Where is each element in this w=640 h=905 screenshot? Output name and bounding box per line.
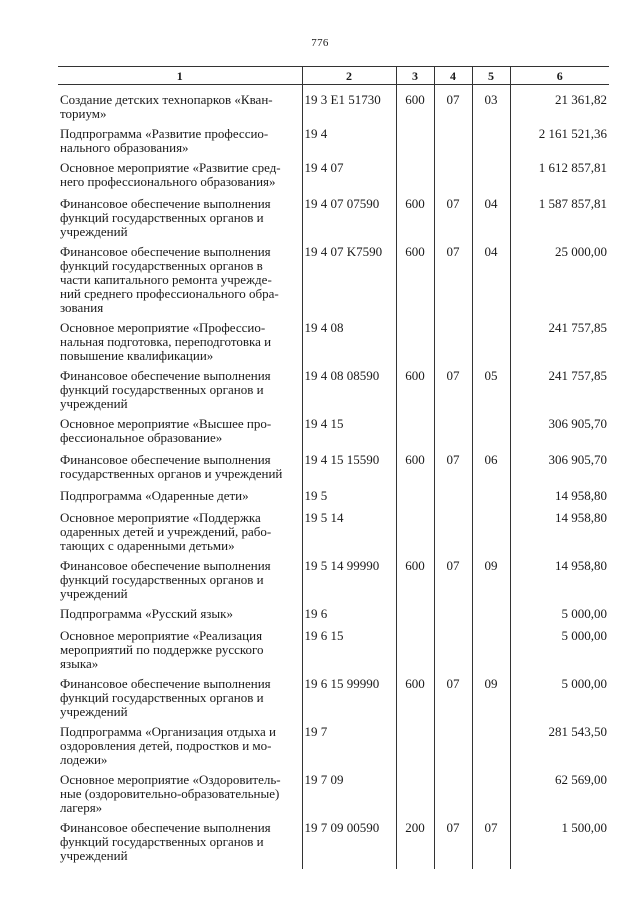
- subsection-code: [472, 725, 510, 773]
- table-row: [58, 559, 609, 607]
- section-code: [434, 321, 472, 369]
- section-code: 07: [434, 93, 472, 127]
- item-name: Финансовое обеспечение выполнения функций государственных органов в части капитального ремонта учрежде- ний среднего профессионального обра- зования: [60, 244, 279, 315]
- budget-table: [58, 66, 609, 869]
- expense-type-code: [396, 417, 434, 453]
- page-number: 776: [311, 37, 329, 49]
- amount-value: 306 905,70: [510, 453, 609, 489]
- column-header: 5: [472, 67, 510, 85]
- section-code: 07: [434, 453, 472, 489]
- item-name: Финансовое обеспечение выполнения функций государственных органов и учреждений: [60, 676, 271, 719]
- table-row: [58, 321, 609, 369]
- expense-type-code: 600: [396, 559, 434, 607]
- classification-code: 19 7: [302, 725, 396, 773]
- subsection-code: 09: [472, 559, 510, 607]
- table-row: [58, 489, 609, 511]
- item-name: Подпрограмма «Организация отдыха и оздоровления детей, подростков и мо- лодежи»: [60, 724, 277, 767]
- table-row: [58, 197, 609, 245]
- column-header: 6: [510, 67, 609, 85]
- classification-code: 19 5 14 99990: [302, 559, 396, 607]
- expense-type-code: [396, 161, 434, 197]
- classification-code: 19 6 15: [302, 629, 396, 677]
- item-name: Основное мероприятие «Профессио- нальная подготовка, переподготовка и повышение квалификации»: [60, 320, 272, 363]
- section-code: 07: [434, 369, 472, 417]
- amount-value: 14 958,80: [510, 489, 609, 511]
- subsection-code: 05: [472, 369, 510, 417]
- item-name: Подпрограмма «Развитие профессио- нального образования»: [60, 126, 269, 155]
- expense-type-code: [396, 629, 434, 677]
- subsection-code: 03: [472, 93, 510, 127]
- table-row: [58, 453, 609, 489]
- table-row: [58, 161, 609, 197]
- amount-value: 14 958,80: [510, 559, 609, 607]
- expense-type-code: [396, 489, 434, 511]
- section-code: 07: [434, 821, 472, 869]
- classification-code: 19 4 08: [302, 321, 396, 369]
- amount-value: 5 000,00: [510, 629, 609, 677]
- subsection-code: 04: [472, 245, 510, 321]
- expense-type-code: [396, 607, 434, 629]
- table-row: [58, 127, 609, 161]
- classification-code: 19 4 08 08590: [302, 369, 396, 417]
- subsection-code: [472, 321, 510, 369]
- section-code: [434, 127, 472, 161]
- column-header: 1: [58, 67, 302, 85]
- section-code: [434, 161, 472, 197]
- section-code: [434, 607, 472, 629]
- expense-type-code: 600: [396, 93, 434, 127]
- expense-type-code: 600: [396, 245, 434, 321]
- section-code: [434, 489, 472, 511]
- table-row: [58, 369, 609, 417]
- section-code: [434, 629, 472, 677]
- subsection-code: 04: [472, 197, 510, 245]
- item-name: Подпрограмма «Одаренные дети»: [60, 488, 249, 503]
- section-code: 07: [434, 677, 472, 725]
- section-code: [434, 417, 472, 453]
- amount-value: 2 161 521,36: [510, 127, 609, 161]
- amount-value: 5 000,00: [510, 607, 609, 629]
- subsection-code: [472, 629, 510, 677]
- item-name: Основное мероприятие «Развитие сред- него профессионального образования»: [60, 160, 281, 189]
- expense-type-code: 600: [396, 197, 434, 245]
- expense-type-code: [396, 127, 434, 161]
- item-name: Финансовое обеспечение выполнения функций государственных органов и учреждений: [60, 820, 271, 863]
- classification-code: 19 7 09: [302, 773, 396, 821]
- amount-value: 1 500,00: [510, 821, 609, 869]
- amount-value: 281 543,50: [510, 725, 609, 773]
- amount-value: 14 958,80: [510, 511, 609, 559]
- expense-type-code: 200: [396, 821, 434, 869]
- table-row: [58, 821, 609, 869]
- column-header: 3: [396, 67, 434, 85]
- item-name: Финансовое обеспечение выполнения функций государственных органов и учреждений: [60, 196, 271, 239]
- table-row: [58, 629, 609, 677]
- amount-value: 241 757,85: [510, 369, 609, 417]
- table-row: [58, 725, 609, 773]
- amount-value: 25 000,00: [510, 245, 609, 321]
- expense-type-code: [396, 725, 434, 773]
- item-name: Создание детских технопарков «Кван- ториум»: [60, 92, 273, 121]
- classification-code: 19 4 07 K7590: [302, 245, 396, 321]
- expense-type-code: [396, 321, 434, 369]
- item-name: Финансовое обеспечение выполнения государственных органов и учреждений: [60, 452, 283, 481]
- classification-code: 19 4 15: [302, 417, 396, 453]
- expense-type-code: 600: [396, 453, 434, 489]
- amount-value: 241 757,85: [510, 321, 609, 369]
- section-code: 07: [434, 197, 472, 245]
- expense-type-code: [396, 773, 434, 821]
- amount-value: 1 587 857,81: [510, 197, 609, 245]
- classification-code: 19 7 09 00590: [302, 821, 396, 869]
- amount-value: 5 000,00: [510, 677, 609, 725]
- expense-type-code: 600: [396, 677, 434, 725]
- amount-value: 62 569,00: [510, 773, 609, 821]
- subsection-code: [472, 607, 510, 629]
- table-row: [58, 773, 609, 821]
- expense-type-code: [396, 511, 434, 559]
- subsection-code: 06: [472, 453, 510, 489]
- item-name: Основное мероприятие «Оздоровитель- ные (оздоровительно-образовательные) лагеря»: [60, 772, 281, 815]
- classification-code: 19 4 07 07590: [302, 197, 396, 245]
- table-header-row: [58, 67, 609, 85]
- classification-code: 19 6: [302, 607, 396, 629]
- amount-value: 21 361,82: [510, 93, 609, 127]
- table-row: [58, 417, 609, 453]
- section-code: [434, 725, 472, 773]
- item-name: Основное мероприятие «Высшее про- фессиональное образование»: [60, 416, 272, 445]
- classification-code: 19 5 14: [302, 511, 396, 559]
- subsection-code: 09: [472, 677, 510, 725]
- subsection-code: 07: [472, 821, 510, 869]
- subsection-code: [472, 773, 510, 821]
- classification-code: 19 4 07: [302, 161, 396, 197]
- subsection-code: [472, 417, 510, 453]
- subsection-code: [472, 127, 510, 161]
- item-name: Основное мероприятие «Поддержка одаренных детей и учреждений, рабо- тающих с одаренными детьми»: [60, 510, 272, 553]
- section-code: [434, 773, 472, 821]
- column-header: 4: [434, 67, 472, 85]
- subsection-code: [472, 511, 510, 559]
- section-code: 07: [434, 559, 472, 607]
- amount-value: 1 612 857,81: [510, 161, 609, 197]
- classification-code: 19 4: [302, 127, 396, 161]
- amount-value: 306 905,70: [510, 417, 609, 453]
- classification-code: 19 4 15 15590: [302, 453, 396, 489]
- classification-code: 19 6 15 99990: [302, 677, 396, 725]
- expense-type-code: 600: [396, 369, 434, 417]
- column-header: 2: [302, 67, 396, 85]
- subsection-code: [472, 161, 510, 197]
- table-row: [58, 607, 609, 629]
- item-name: Финансовое обеспечение выполнения функций государственных органов и учреждений: [60, 558, 271, 601]
- item-name: Подпрограмма «Русский язык»: [60, 606, 233, 621]
- section-code: [434, 511, 472, 559]
- table-row: [58, 93, 609, 127]
- table-row: [58, 245, 609, 321]
- classification-code: 19 3 E1 51730: [302, 93, 396, 127]
- subsection-code: [472, 489, 510, 511]
- item-name: Финансовое обеспечение выполнения функций государственных органов и учреждений: [60, 368, 271, 411]
- classification-code: 19 5: [302, 489, 396, 511]
- table-row: [58, 511, 609, 559]
- table-body: [58, 85, 609, 870]
- item-name: Основное мероприятие «Реализация мероприятий по поддержке русского языка»: [60, 628, 264, 671]
- section-code: 07: [434, 245, 472, 321]
- table-row: [58, 677, 609, 725]
